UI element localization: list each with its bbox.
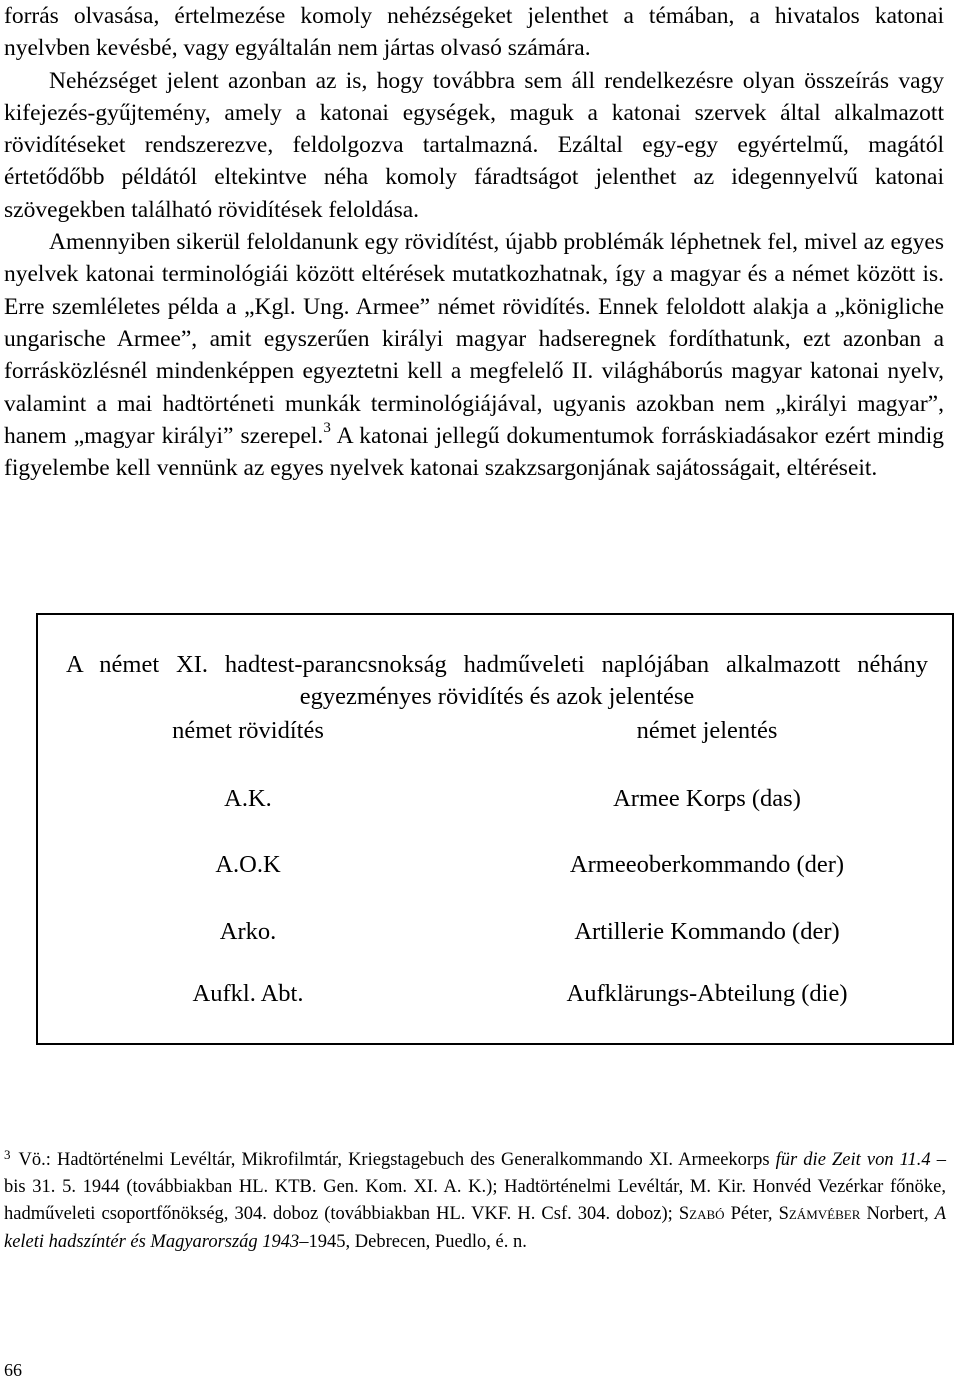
table-cell-abbreviation: Aufkl. Abt. [192, 980, 304, 1007]
table-cell-abbreviation: A.O.K [215, 851, 281, 878]
table-cell-meaning: Artillerie Kommando (der) [574, 918, 840, 945]
footnote-author: Számvéber [778, 1204, 861, 1225]
table-cell-abbreviation: A.K. [224, 785, 272, 812]
column-header-meaning: német jelentés [636, 717, 778, 744]
footnote-author-given: Norbert, [860, 1204, 935, 1225]
footnote-publication: –1945, Debrecen, Puedlo, é. n. [299, 1231, 527, 1252]
table-title: A német XI. hadtest-parancsnokság hadműveleti naplójában alkalmazott néhány egyezményes rövidítés és azok jelentése [66, 651, 928, 710]
paragraph-3-main: Amennyiben sikerül feloldanunk egy rövidítést, újabb problémák léphetnek fel, mivel az egyes nyelvek katonai terminológiái között eltérések mutatkozhatnak, így a magyar és a német között is. Erre szemléletes példa a „Kgl. Ung. Armee” német rövidítés. Ennek feloldott alakja a „königliche ungarische Armee”, amit egyszerűen királyi magyar hadseregnek fordíthatunk, ezt azonban a forrásközlésnél mindenképpen egyeztetni kell a megfelelő II. világháborús magyar katonai nyelv, valamint a mai hadtörténeti munkák terminológiájával, ugyanis azokban nem „királyi magyar”, hanem „magyar királyi” szerepel. [4, 229, 944, 449]
paragraph-1: forrás olvasása, értelmezése komoly nehézségeket jelenthet a témában, a hivatalos katonai nyelvben kevésbé, vagy egyáltalán nem jártas olvasó számára. [4, 3, 944, 62]
footnote-book-title: A keleti hadszíntér és Magyarország 1943 [4, 1204, 946, 1252]
footnote-author: Szabó [678, 1204, 725, 1225]
footnote-source: Vö.: Hadtörténelmi Levéltár, Mikrofilmtár, Kriegstagebuch des Generalkommando XI. Armeekorps [18, 1150, 776, 1170]
table-cell-meaning: Armeeoberkommando (der) [569, 851, 845, 878]
page-number: 66 [4, 1360, 22, 1380]
footnote [4, 1147, 946, 1256]
footnote-text [4, 1147, 946, 1256]
abbreviation-table [36, 613, 954, 1045]
paragraph-2: Nehézséget jelent azonban az is, hogy továbbra sem áll rendelkezésre olyan összeírás vagy kifejezés-gyűjtemény, amely a katonai egységek, maguk a katonai szervek által alkalmazott rövidítéseket rendszerezve, feldolgozva tartalmazná. Ezáltal egy-egy egyértelmű, magától értetődőbb példától eltekintve néha komoly fáradtságot jelenthet az idegennyelvű katonai szövegekben található rövidítések feloldása. [4, 67, 944, 223]
footnote-author-given: Péter, [724, 1204, 779, 1225]
column-header-abbreviation: német rövidítés [172, 717, 324, 744]
table-cell-meaning: Aufklärungs-Abteilung (die) [566, 980, 848, 1007]
footnote-reference: 3 [323, 420, 331, 437]
body-text [4, 0, 944, 484]
table-cell-abbreviation: Arko. [219, 918, 277, 945]
footnote-number: 3 [4, 1147, 11, 1162]
paragraph-3-tail: A katonai jellegű dokumentumok forráskiadásakor ezért mindig figyelembe kell vennünk az egyes nyelvek katonai szakzsargonjának sajátosságait, eltéréseit. [4, 422, 945, 482]
footnote-source-italic: für die Zeit von 11.4 [775, 1150, 931, 1170]
footnote-source-cont: – bis 31. 5. 1944 (továbbiakban HL. KTB. Gen. Kom. XI. A. K.); Hadtörténelmi Levéltár, M. Kir. Honvéd Vezérkar főnöke, hadműveleti csoportfőnökség, 304. doboz (továbbiakban HL. VKF. H. Csf. 304. doboz); [4, 1150, 947, 1225]
table-cell-meaning: Armee Korps (das) [613, 785, 801, 812]
paragraph-3 [4, 226, 944, 484]
